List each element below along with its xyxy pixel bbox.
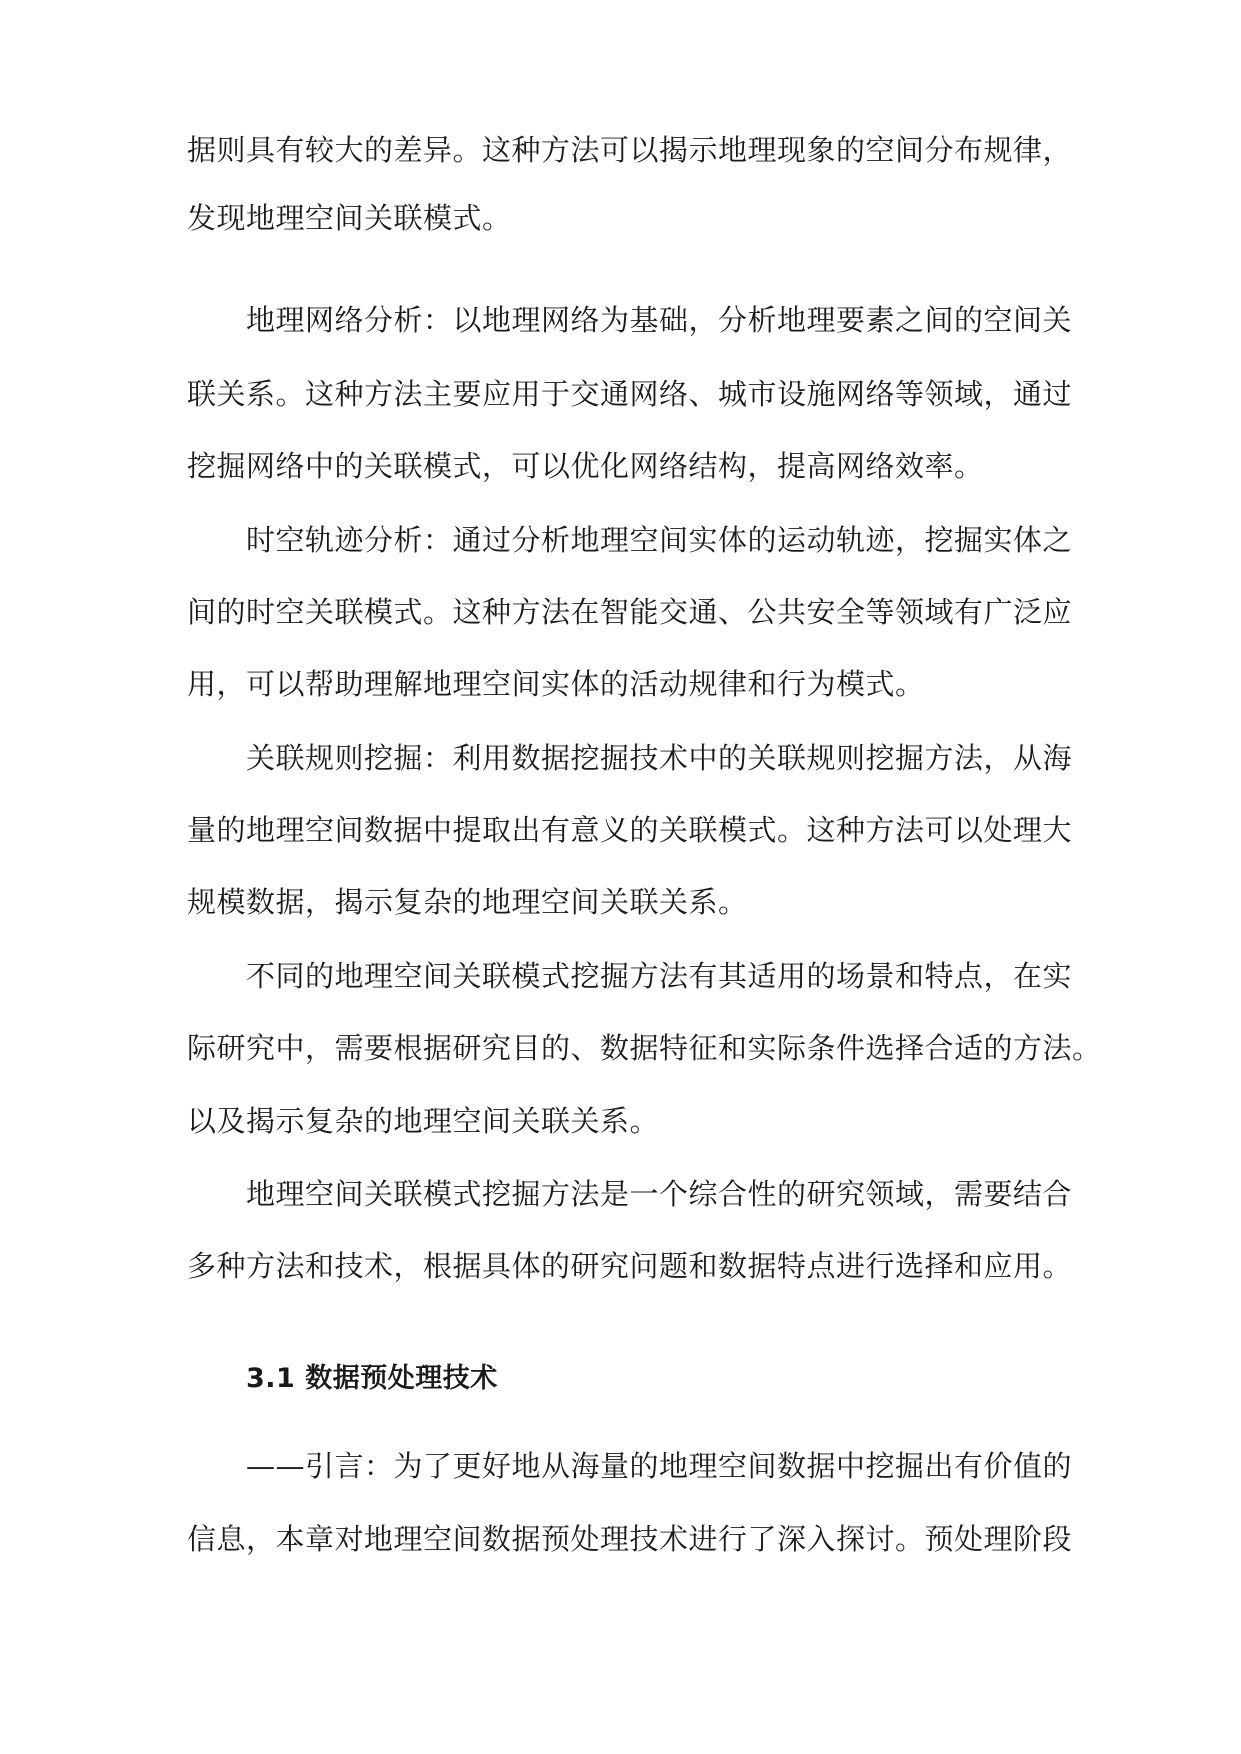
paragraph-line: 地理空间关联模式挖掘方法是一个综合性的研究领域，需要结合 [246,1177,1073,1211]
paragraph-line: 量的地理空间数据中提取出有意义的关联模式。这种方法可以处理大 [187,813,1073,847]
paragraph-line: 多种方法和技术，根据具体的研究问题和数据特点进行选择和应用。 [187,1249,1073,1283]
paragraph-line: 以及揭示复杂的地理空间关联关系。 [187,1104,660,1138]
paragraph-line: 规模数据，揭示复杂的地理空间关联关系。 [187,885,748,919]
paragraph-line: 地理网络分析：以地理网络为基础，分析地理要素之间的空间关 [246,303,1073,337]
paragraph-line: 挖掘网络中的关联模式，可以优化网络结构，提高网络效率。 [187,449,984,483]
paragraph-line: 不同的地理空间关联模式挖掘方法有其适用的场景和特点，在实 [246,959,1073,993]
paragraph-line: 用，可以帮助理解地理空间实体的活动规律和行为模式。 [187,667,925,701]
paragraph-line: 发现地理空间关联模式。 [187,201,512,235]
paragraph-line: 关联规则挖掘：利用数据挖掘技术中的关联规则挖掘方法，从海 [246,741,1073,775]
paragraph-line: 信息，本章对地理空间数据预处理技术进行了深入探讨。预处理阶段 [187,1522,1073,1556]
paragraph-line: 际研究中，需要根据研究目的、数据特征和实际条件选择合适的方法。 [187,1031,1102,1065]
paragraph-line: 时空轨迹分析：通过分析地理空间实体的运动轨迹，挖掘实体之 [246,523,1073,557]
paragraph-line: 联关系。这种方法主要应用于交通网络、城市设施网络等领域，通过 [187,377,1073,411]
paragraph-line: 间的时空关联模式。这种方法在智能交通、公共安全等领域有广泛应 [187,595,1073,629]
paragraph-line: 据则具有较大的差异。这种方法可以揭示地理现象的空间分布规律， [187,133,1073,167]
paragraph-line: ——引言：为了更好地从海量的地理空间数据中挖掘出有价值的 [246,1449,1073,1483]
section-heading: 3.1 数据预处理技术 [246,1363,498,1394]
